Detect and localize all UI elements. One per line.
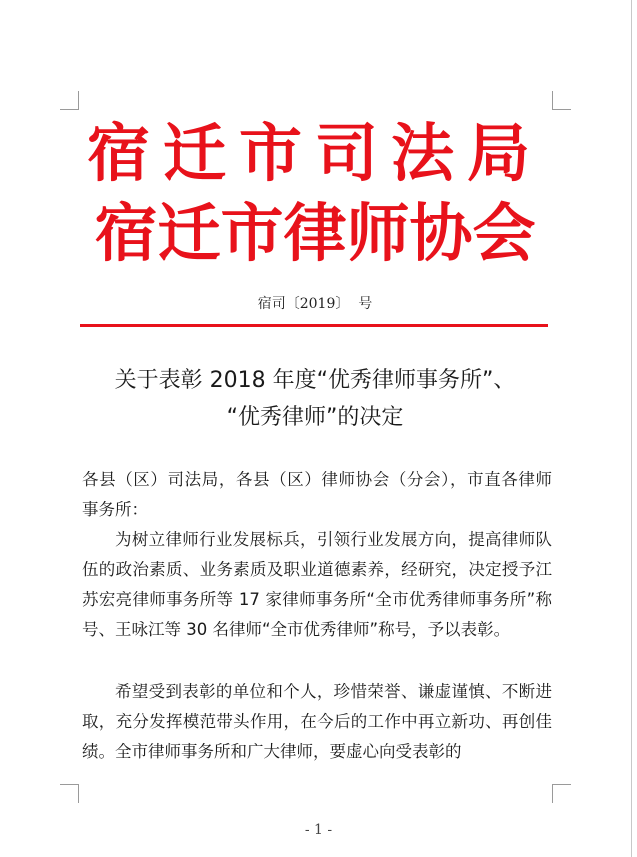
- page-number: - 1 -: [304, 822, 333, 838]
- red-separator-line: [80, 324, 548, 327]
- paragraph-2-text: 希望受到表彰的单位和个人，珍惜荣誉、谦虚谨慎、不断进取，充分发挥模范带头作用，在今后的工作中再立新功、再创佳绩。全市律师事务所和广大律师，要虚心向受表彰的: [82, 682, 552, 761]
- document-title-line-2: “优秀律师”的决定: [226, 405, 404, 430]
- page-edge: [631, 0, 632, 857]
- crop-mark-bottom-right: [552, 784, 571, 803]
- red-header-issuer-2: 宿迁市律师协会: [94, 197, 536, 270]
- paragraph-1-text: 为树立律师行业发展标兵，引领行业发展方向，提高律师队伍的政治素质、业务素质及职业道德素养，经研究，决定授予江苏宏亮律师事务所等 17 家律师事务所“全市优秀律师事务所”称号、王咏江等 30 名律师“全市优秀律师”称号，予以表彰。: [82, 530, 552, 639]
- document-number: 宿司〔2019〕 号: [257, 296, 373, 312]
- document-title-line-1: 关于表彰 2018 年度“优秀律师事务所”、: [114, 368, 516, 393]
- red-header-issuer-1: 宿迁市司法局: [87, 117, 543, 190]
- crop-mark-bottom-left: [60, 784, 79, 803]
- addressee-text: 各县（区）司法局，各县（区）律师协会（分会），市直各律师事务所：: [82, 470, 552, 519]
- body-paragraph-1: [82, 525, 552, 645]
- body-paragraph-2: [82, 677, 552, 767]
- crop-mark-top-left: [60, 91, 79, 110]
- crop-mark-top-right: [552, 91, 571, 110]
- addressee: [82, 465, 552, 525]
